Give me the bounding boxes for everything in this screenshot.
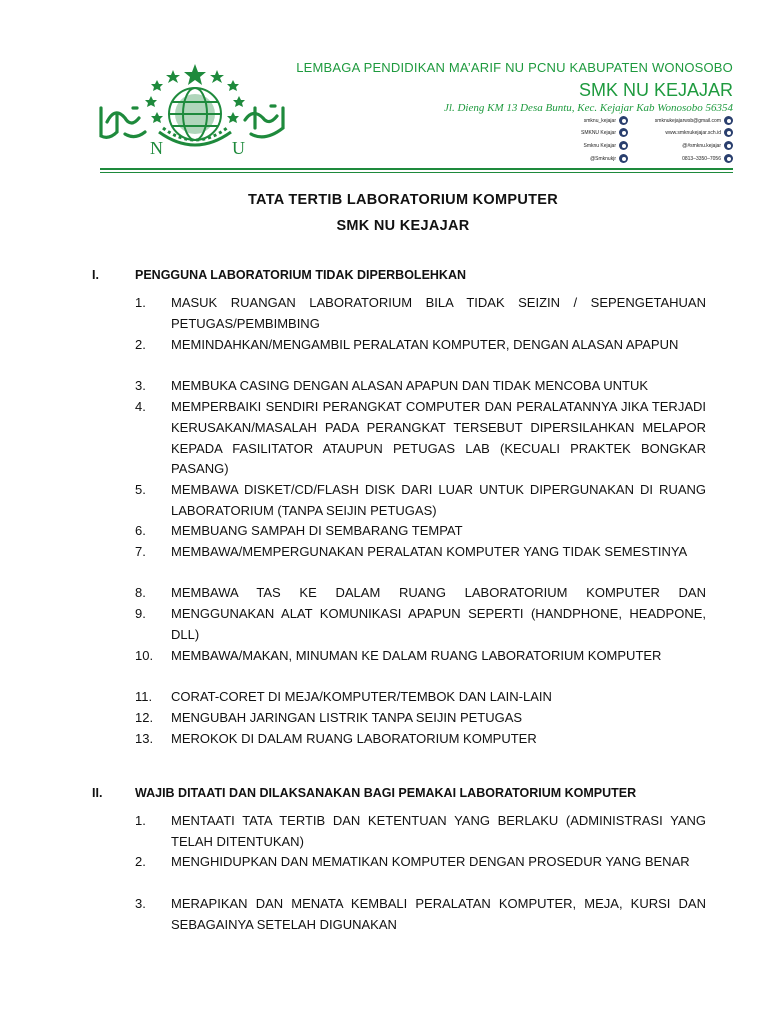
contact-phone[interactable] — [682, 154, 733, 163]
item-text: MEMINDAHKAN/MENGAMBIL PERALATAN KOMPUTER, DENGAN ALASAN APAPUN — [171, 337, 679, 352]
phone-icon — [724, 154, 733, 163]
list-item — [135, 293, 706, 335]
twitter-icon — [619, 154, 628, 163]
item-text: MEMBUKA CASING DENGAN ALASAN APAPUN DAN TIDAK MENCOBA UNTUK — [171, 378, 649, 393]
item-number: 10. — [135, 648, 154, 663]
instagram-icon — [619, 116, 628, 125]
list-item — [135, 604, 706, 646]
item-number: 3. — [135, 378, 146, 393]
contact-email[interactable] — [655, 116, 733, 125]
item-number: 1. — [135, 813, 146, 828]
item-text: MEMBAWA/MEMPERGUNAKAN PERALATAN KOMPUTER YANG TIDAK SEMESTINYA — [171, 544, 688, 559]
logo-star — [151, 112, 163, 123]
contact-text: 0813–3350–7056 — [682, 155, 721, 162]
document-subtitle: SMK NU KEJAJAR — [336, 218, 470, 234]
logo-star — [227, 80, 239, 91]
tiktok-icon — [724, 141, 733, 150]
item-number: 4. — [135, 399, 146, 414]
letterhead — [0, 0, 768, 175]
logo-letter-u: U — [232, 138, 245, 158]
logo-star — [227, 112, 239, 123]
logo-star — [145, 96, 157, 107]
list-item — [135, 521, 706, 542]
list-item — [135, 708, 706, 729]
item-number: 6. — [135, 523, 146, 538]
list-item — [135, 542, 706, 563]
list-item — [135, 646, 706, 667]
logo-star-top — [184, 64, 206, 85]
youtube-icon — [619, 128, 628, 137]
item-number: 7. — [135, 544, 146, 559]
item-number: 13. — [135, 731, 154, 746]
contact-text: @#smknu.kejajar — [682, 142, 721, 149]
facebook-icon — [619, 141, 628, 150]
list-item — [135, 729, 706, 750]
item-text: MEMPERBAIKI SENDIRI PERANGKAT COMPUTER DAN PERALATANNYA JIKA TERJADI KERUSAKAN/MASALAH PADA PERANGKAT TERSEBUT DIPERSILAHKAN MELAPOR KEPADA FASILITATOR ATAUPUN PETUGAS LAB (KECUALI PRAKTEK BONGKAR PASANG) — [171, 399, 706, 477]
letterhead-divider-thin — [100, 172, 733, 173]
item-number: 9. — [135, 606, 146, 621]
section-number: I. — [92, 268, 99, 282]
item-number: 12. — [135, 710, 154, 725]
item-number: 8. — [135, 585, 146, 600]
list-item — [135, 376, 706, 397]
logo-star — [151, 80, 163, 91]
contact-youtube[interactable] — [581, 128, 628, 137]
document-title: TATA TERTIB LABORATORIUM KOMPUTER — [247, 192, 559, 208]
contact-text: smknu_kejajar — [583, 117, 616, 124]
logo-star — [166, 70, 180, 83]
item-number: 2. — [135, 854, 146, 869]
item-text: MEMBAWA DISKET/CD/FLASH DISK DARI LUAR UNTUK DIPERGUNAKAN DI RUANG LABORATORIUM (TANPA SEIJIN PETUGAS) — [171, 482, 706, 518]
item-text: MEROKOK DI DALAM RUANG LABORATORIUM KOMPUTER — [171, 731, 537, 746]
logo-letter-n: N — [150, 138, 163, 158]
contact-text: @Smknukjr — [590, 155, 616, 162]
contact-twitter[interactable] — [590, 154, 628, 163]
list-item — [135, 852, 706, 873]
contact-tiktok[interactable] — [682, 141, 733, 150]
list-item — [135, 583, 706, 604]
institution-name: LEMBAGA PENDIDIKAN MA’ARIF NU PCNU KABUPATEN WONOSOBO — [296, 60, 733, 75]
item-text: MENGUBAH JARINGAN LISTRIK TANPA SEIJIN PETUGAS — [171, 710, 523, 725]
logo-star — [210, 70, 224, 83]
section-heading: WAJIB DITAATI DAN DILAKSANAKAN BAGI PEMAKAI LABORATORIUM KOMPUTER — [135, 786, 637, 800]
item-number: 3. — [135, 896, 146, 911]
item-number: 2. — [135, 337, 146, 352]
list-item — [135, 811, 706, 853]
contact-facebook[interactable] — [583, 141, 628, 150]
list-item — [135, 335, 706, 356]
letterhead-divider — [100, 168, 733, 170]
item-text: CORAT-CORET DI MEJA/KOMPUTER/TEMBOK DAN LAIN-LAIN — [171, 689, 552, 704]
contact-website[interactable] — [665, 128, 733, 137]
list-item — [135, 397, 706, 480]
item-number: 11. — [135, 689, 153, 704]
contact-instagram[interactable] — [584, 116, 628, 125]
list-item — [135, 894, 706, 936]
item-text: MENGGUNAKAN ALAT KOMUNIKASI APAPUN SEPERTI (HANDPHONE, HEADPONE, DLL) — [171, 606, 706, 642]
item-text: MASUK RUANGAN LABORATORIUM BILA TIDAK SEIZIN / SEPENGETAHUAN PETUGAS/PEMBIMBING — [171, 295, 706, 331]
item-text: MENTAATI TATA TERTIB DAN KETENTUAN YANG BERLAKU (ADMINISTRASI YANG TELAH DITENTUKAN) — [171, 813, 706, 849]
school-name: SMK NU KEJAJAR — [578, 80, 733, 100]
section-number: II. — [92, 786, 103, 800]
item-number: 5. — [135, 482, 146, 497]
item-number: 1. — [135, 295, 146, 310]
contact-text: www.smknukejajar.sch.id — [665, 129, 721, 136]
list-item — [135, 480, 706, 522]
logo-star — [233, 96, 245, 107]
email-icon — [724, 116, 733, 125]
item-text: MERAPIKAN DAN MENATA KEMBALI PERALATAN KOMPUTER, MEJA, KURSI DAN SEBAGAINYA SETELAH DIGUNAKAN — [171, 896, 706, 932]
contact-text: Smknu Kejajar — [583, 142, 616, 149]
contact-text: SMKNU Kejajar — [580, 129, 616, 136]
item-text: MEMBAWA/MAKAN, MINUMAN KE DALAM RUANG LABORATORIUM KOMPUTER — [171, 648, 662, 663]
item-text: MEMBAWA TAS KE DALAM RUANG LABORATORIUM KOMPUTER DAN — [171, 585, 706, 600]
school-address: Jl. Dieng KM 13 Desa Buntu, Kec. Kejajar Kab Wonosobo 56354 — [444, 102, 733, 114]
list-item — [135, 687, 706, 708]
item-text: MENGHIDUPKAN DAN MEMATIKAN KOMPUTER DENGAN PROSEDUR YANG BENAR — [171, 854, 690, 869]
nu-logo — [95, 62, 290, 170]
contact-text: smknukejajarwsb@gmail.com — [654, 117, 721, 124]
web-icon — [724, 128, 733, 137]
section-heading: PENGGUNA LABORATORIUM TIDAK DIPERBOLEHKAN — [135, 268, 467, 282]
item-text: MEMBUANG SAMPAH DI SEMBARANG TEMPAT — [171, 523, 463, 538]
